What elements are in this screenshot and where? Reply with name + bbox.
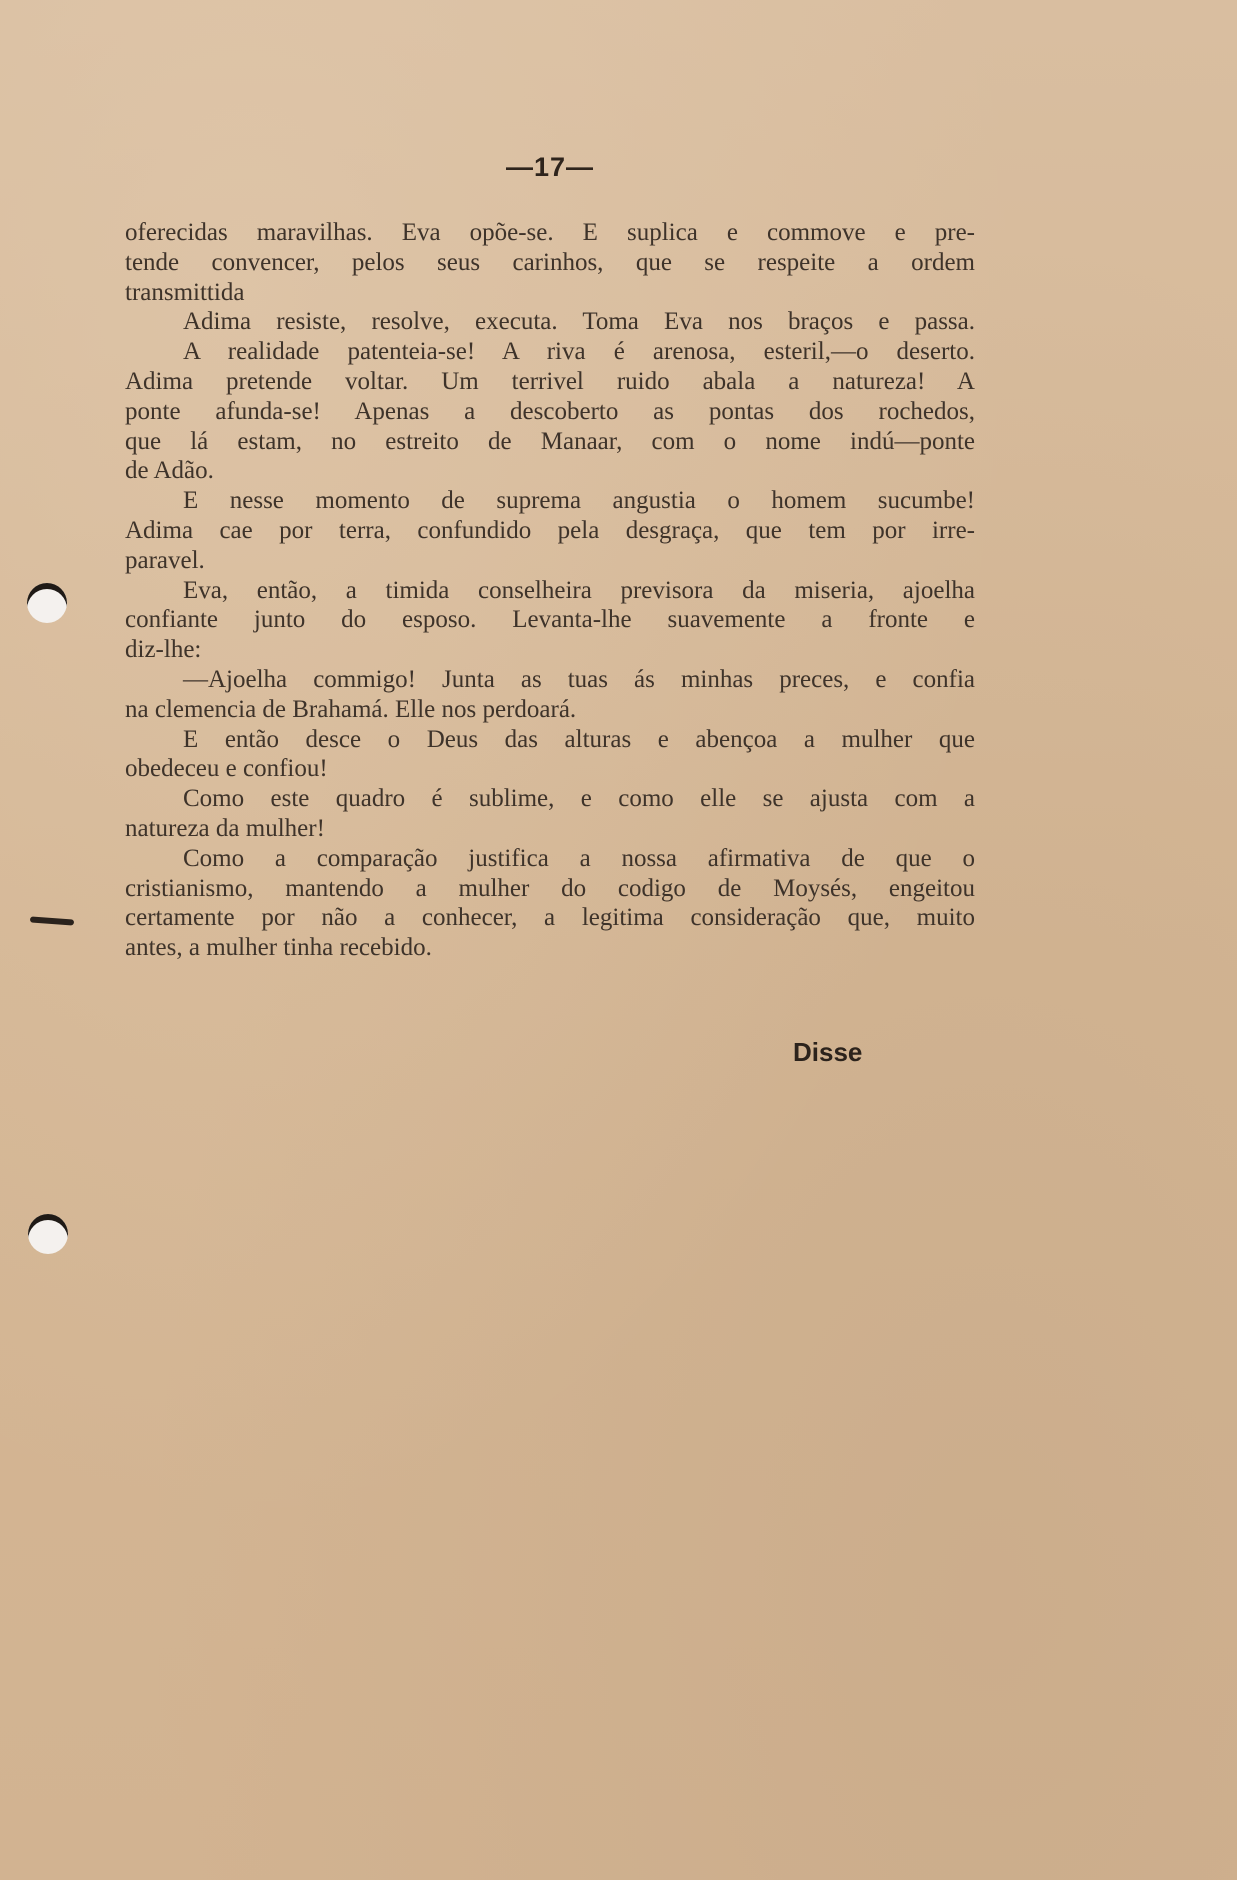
page-number: —17— <box>505 152 595 182</box>
text-line: confiante junto do esposo. Levanta-lhe suavemente a fronte e <box>125 606 975 634</box>
text-line: tende convencer, pelos seus carinhos, que se respeite a ordem <box>125 248 975 276</box>
text-line: Adima pretende voltar. Um terrivel ruido abala a natureza! A <box>125 367 975 395</box>
punch-hole-top <box>27 583 67 623</box>
text-line: oferecidas maravilhas. Eva opõe-se. E suplica e commove e pre- <box>125 219 975 246</box>
punch-hole-bottom <box>28 1214 68 1254</box>
text-line: Eva, então, a timida conselheira previsora da miseria, ajoelha <box>183 576 975 604</box>
text-line: que lá estam, no estreito de Manaar, com o nome indú—ponte <box>125 427 975 455</box>
text-line: na clemencia de Brahamá. Elle nos perdoará. <box>125 695 577 723</box>
text-line: certamente por não a conhecer, a legitima consideração que, muito <box>125 904 975 932</box>
signature-text: Disse <box>793 1037 863 1067</box>
text-line: cristianismo, mantendo a mulher do codigo de Moysés, engeitou <box>125 874 975 902</box>
body-text <box>125 218 975 963</box>
text-line: paravel. <box>125 546 205 574</box>
text-line: A realidade patenteia-se! A riva é arenosa, esteril,—o deserto. <box>183 338 975 366</box>
text-line: Adima resiste, resolve, executa. Toma Eva nos braços e passa. <box>183 308 975 336</box>
text-line: antes, a mulher tinha recebido. <box>125 934 432 962</box>
text-line: transmittida <box>125 278 245 306</box>
text-line: obedeceu e confiou! <box>125 755 328 783</box>
text-line: ponte afunda-se! Apenas a descoberto as pontas dos rochedos, <box>125 397 975 425</box>
text-line: de Adão. <box>125 457 214 485</box>
text-line: E nesse momento de suprema angustia o homem sucumbe! <box>183 487 975 515</box>
text-line: Como a comparação justifica a nossa afirmativa de que o <box>183 844 975 872</box>
text-line: natureza da mulher! <box>125 814 325 842</box>
text-line: Adima cae por terra, confundido pela desgraça, que tem por irre- <box>125 516 975 544</box>
margin-mark <box>30 916 74 925</box>
text-line: Como este quadro é sublime, e como elle se ajusta com a <box>183 785 975 813</box>
text-line: —Ajoelha commigo! Junta as tuas ás minhas preces, e confia <box>183 665 975 693</box>
text-line: E então desce o Deus das alturas e abençoa a mulher que <box>183 725 975 753</box>
text-line: diz-lhe: <box>125 636 202 664</box>
